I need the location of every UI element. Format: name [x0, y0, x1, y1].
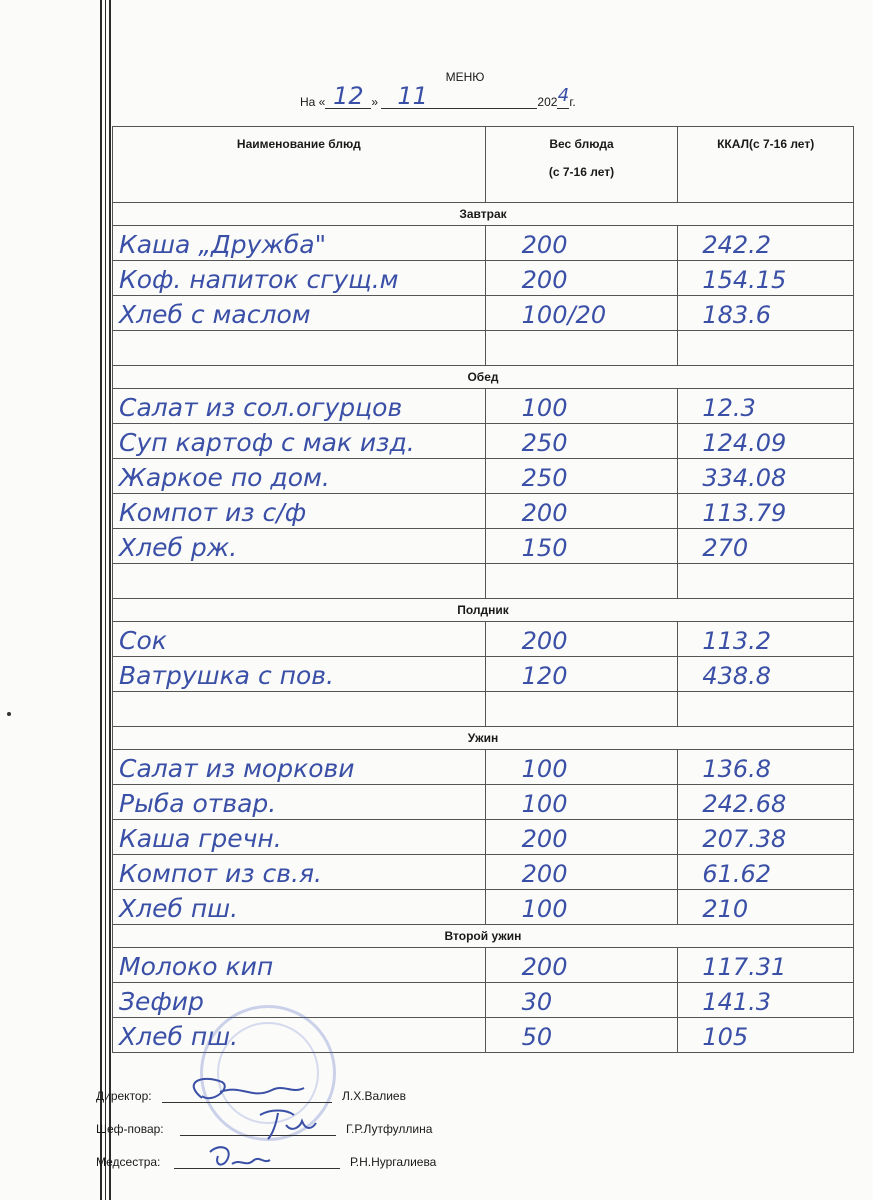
dish-value: Салат из сол.огурцов: [119, 393, 403, 422]
signature-director: [96, 1088, 406, 1103]
cell-dish: [113, 750, 486, 785]
cell-kcal: [678, 657, 854, 692]
dish-value: Суп картоф с мак изд.: [119, 428, 415, 457]
cell-dish: [113, 459, 486, 494]
kcal-value: 117.31: [702, 953, 787, 981]
weight-value: 250: [521, 429, 568, 457]
header-dish: Наименование блюд: [113, 127, 486, 203]
cell-kcal: [678, 331, 854, 366]
cell-kcal: [678, 296, 854, 331]
signature-nurse: [96, 1154, 436, 1169]
dish-value: Жаркое по дом.: [119, 463, 330, 492]
weight-value: 200: [521, 953, 568, 981]
dish-value: Компот из св.я.: [119, 859, 322, 888]
cell-dish: [113, 494, 486, 529]
header-weight: [485, 127, 678, 203]
header-weight-note: (с 7-16 лет): [548, 165, 615, 179]
weight-value: 30: [521, 988, 553, 1016]
section-title: Обед: [113, 366, 854, 389]
cell-kcal: [678, 494, 854, 529]
kcal-value: 242.68: [702, 790, 787, 818]
cell-dish: [113, 657, 486, 692]
signature-label: Медсестра:: [96, 1155, 161, 1169]
weight-value: 200: [521, 825, 568, 853]
weight-value: 200: [521, 266, 568, 294]
kcal-value: 61.62: [702, 860, 772, 888]
table-row: [113, 692, 854, 727]
kcal-value: 438.8: [702, 662, 772, 690]
weight-value: 100: [521, 895, 568, 923]
dish-value: Каша гречн.: [119, 824, 282, 853]
cell-dish: [113, 529, 486, 564]
dish-value: Зефир: [119, 987, 204, 1016]
table-row: [113, 785, 854, 820]
cell-weight: [485, 820, 678, 855]
signature-name: Л.Х.Валиев: [342, 1089, 406, 1103]
weight-value: 50: [521, 1023, 553, 1051]
weight-value: 100: [521, 790, 568, 818]
kcal-value: 334.08: [702, 464, 787, 492]
cell-kcal: [678, 424, 854, 459]
dish-value: Салат из моркови: [119, 754, 355, 783]
section-row: [113, 599, 854, 622]
date-day: 12: [333, 82, 364, 110]
cell-dish: [113, 296, 486, 331]
cell-dish: [113, 226, 486, 261]
cell-dish: [113, 890, 486, 925]
cell-kcal: [678, 983, 854, 1018]
cell-kcal: [678, 564, 854, 599]
date-year-prefix: 202: [537, 95, 558, 109]
table-row: [113, 459, 854, 494]
date-month: 11: [397, 82, 428, 110]
cell-dish: [113, 261, 486, 296]
dish-value: Молоко кип: [119, 952, 274, 981]
cell-weight: [485, 948, 678, 983]
section-row: [113, 366, 854, 389]
dish-value: Коф. напиток сгущ.м: [119, 265, 399, 294]
ink-dot: [7, 712, 11, 716]
cell-kcal: [678, 226, 854, 261]
cell-kcal: [678, 529, 854, 564]
dish-value: Хлеб пш.: [119, 894, 239, 923]
cell-kcal: [678, 389, 854, 424]
cell-kcal: [678, 459, 854, 494]
table-row: [113, 820, 854, 855]
menu-table: [112, 126, 854, 1053]
dish-value: Хлеб пш.: [119, 1022, 239, 1051]
signature-field: [180, 1121, 336, 1136]
cell-weight: [485, 529, 678, 564]
cell-kcal: [678, 1018, 854, 1053]
kcal-value: 12.3: [702, 394, 756, 422]
cell-dish: [113, 622, 486, 657]
cell-weight: [485, 692, 678, 727]
weight-value: 200: [521, 499, 568, 527]
dish-value: Сок: [119, 626, 167, 655]
cell-kcal: [678, 820, 854, 855]
cell-dish: [113, 948, 486, 983]
handwritten-signature: [172, 1072, 322, 1108]
signature-label: Директор:: [96, 1089, 152, 1103]
binding-line: [109, 0, 111, 1200]
cell-weight: [485, 424, 678, 459]
date-month-field: [381, 82, 537, 110]
table-row: [113, 494, 854, 529]
signature-field: [162, 1088, 332, 1103]
kcal-value: 136.8: [702, 755, 772, 783]
table-row: [113, 261, 854, 296]
dish-value: Хлеб рж.: [119, 533, 238, 562]
section-title: Ужин: [113, 727, 854, 750]
dish-value: Хлеб с маслом: [119, 300, 311, 329]
section-title: Завтрак: [113, 203, 854, 226]
weight-value: 150: [521, 534, 568, 562]
cell-dish: [113, 424, 486, 459]
dish-value: Рыба отвар.: [119, 789, 277, 818]
signature-label: Шеф-повар:: [96, 1122, 164, 1136]
section-row: [113, 203, 854, 226]
table-row: [113, 948, 854, 983]
header-weight-label: Вес блюда: [549, 137, 614, 151]
kcal-value: 154.15: [702, 266, 787, 294]
cell-kcal: [678, 692, 854, 727]
cell-dish: [113, 820, 486, 855]
kcal-value: 210: [702, 895, 749, 923]
date-line: [300, 82, 576, 110]
table-row: [113, 296, 854, 331]
header-kcal: ККАЛ(с 7-16 лет): [678, 127, 854, 203]
table-row: [113, 983, 854, 1018]
table-row: [113, 750, 854, 785]
dish-value: Компот из с/ф: [119, 498, 307, 527]
kcal-value: 270: [702, 534, 749, 562]
section-row: [113, 727, 854, 750]
date-prefix: На «: [300, 95, 326, 109]
page-title: МЕНЮ: [445, 70, 485, 84]
table-row: [113, 389, 854, 424]
cell-dish: [113, 692, 486, 727]
weight-value: 100/20: [521, 301, 607, 329]
cell-dish: [113, 331, 486, 366]
cell-kcal: [678, 948, 854, 983]
handwritten-signature: [190, 1105, 340, 1141]
cell-weight: [485, 226, 678, 261]
section-row: [113, 925, 854, 948]
cell-weight: [485, 564, 678, 599]
cell-kcal: [678, 855, 854, 890]
binding-line: [105, 0, 106, 1200]
kcal-value: 183.6: [702, 301, 772, 329]
cell-weight: [485, 494, 678, 529]
cell-weight: [485, 261, 678, 296]
section-title: Полдник: [113, 599, 854, 622]
handwritten-signature: [184, 1138, 334, 1174]
date-year-field: [557, 85, 570, 109]
kcal-value: 105: [702, 1023, 749, 1051]
signature-field: [174, 1154, 340, 1169]
date-suffix: г.: [569, 95, 576, 109]
date-day-field: [325, 82, 371, 110]
cell-kcal: [678, 261, 854, 296]
cell-dish: [113, 785, 486, 820]
table-row: [113, 226, 854, 261]
table-row: [113, 424, 854, 459]
binding-line: [100, 0, 102, 1200]
kcal-value: 242.2: [702, 231, 772, 259]
kcal-value: 113.79: [702, 499, 787, 527]
table-header-row: [113, 127, 854, 203]
signature-name: Г.Р.Лутфуллина: [346, 1122, 433, 1136]
cell-dish: [113, 389, 486, 424]
cell-weight: [485, 785, 678, 820]
signature-chef: [96, 1121, 432, 1136]
cell-kcal: [678, 750, 854, 785]
cell-weight: [485, 459, 678, 494]
cell-weight: [485, 622, 678, 657]
weight-value: 200: [521, 860, 568, 888]
cell-weight: [485, 296, 678, 331]
table-row: [113, 657, 854, 692]
table-row: [113, 622, 854, 657]
kcal-value: 124.09: [702, 429, 787, 457]
kcal-value: 207.38: [702, 825, 787, 853]
cell-weight: [485, 657, 678, 692]
dish-value: Каша „Дружба": [119, 230, 327, 259]
cell-dish: [113, 855, 486, 890]
weight-value: 120: [521, 662, 568, 690]
table-row: [113, 564, 854, 599]
kcal-value: 141.3: [702, 988, 772, 1016]
cell-kcal: [678, 890, 854, 925]
table-row: [113, 890, 854, 925]
cell-kcal: [678, 785, 854, 820]
cell-weight: [485, 855, 678, 890]
kcal-value: 113.2: [702, 627, 772, 655]
weight-value: 250: [521, 464, 568, 492]
signature-name: Р.Н.Нургалиева: [350, 1155, 437, 1169]
dish-value: Ватрушка с пов.: [119, 661, 334, 690]
cell-weight: [485, 1018, 678, 1053]
date-year-digit: 4: [557, 85, 570, 106]
weight-value: 100: [521, 755, 568, 783]
weight-value: 200: [521, 231, 568, 259]
cell-weight: [485, 890, 678, 925]
table-row: [113, 855, 854, 890]
cell-weight: [485, 389, 678, 424]
cell-dish: [113, 564, 486, 599]
section-title: Второй ужин: [113, 925, 854, 948]
date-mid: »: [371, 95, 379, 109]
table-row: [113, 331, 854, 366]
cell-weight: [485, 331, 678, 366]
cell-weight: [485, 750, 678, 785]
weight-value: 100: [521, 394, 568, 422]
cell-kcal: [678, 622, 854, 657]
table-row: [113, 529, 854, 564]
cell-weight: [485, 983, 678, 1018]
weight-value: 200: [521, 627, 568, 655]
